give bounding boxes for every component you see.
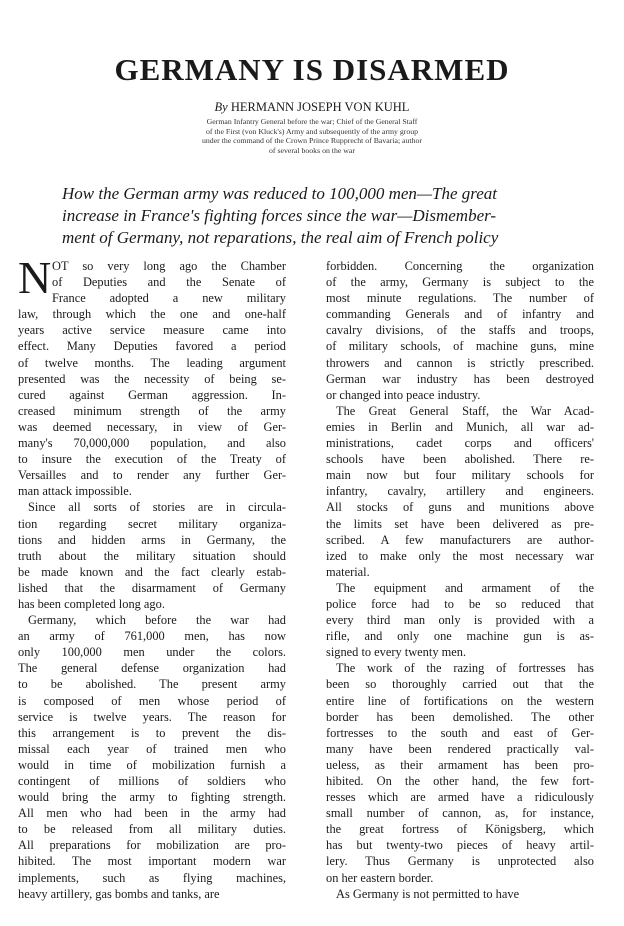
text-line: material.: [326, 564, 370, 579]
text-line: All preparations for mobilization are pro-: [18, 838, 286, 853]
text-line: creased minimum strength of the army: [18, 403, 286, 418]
text-line: on her eastern border.: [326, 870, 434, 885]
text-line: many have been rendered practically val-: [326, 741, 594, 756]
text-line: hibited. On the other hand, the few fort-: [326, 774, 594, 788]
text-line: The work of the razing of fortresses has: [336, 661, 594, 676]
text-line: missal each year of trained men who: [18, 741, 286, 756]
text-line: man attack impossible.: [18, 484, 132, 499]
text-line: to be released from all military duties.: [18, 822, 286, 837]
text-line: OT so very long ago the Chamber: [52, 259, 286, 273]
text-line: tions and hidden arms in Germany, the: [18, 532, 286, 547]
text-line: Versailles and to render any further Ger-: [18, 468, 286, 483]
subtitle-line: How the German army was reduced to 100,000 men—The great: [62, 184, 498, 203]
text-line: many's 70,000,000 population, and also: [18, 436, 286, 451]
text-line: forbidden. Concerning the organization: [326, 259, 594, 273]
text-line: rifle, and only one machine gun is as-: [326, 629, 594, 644]
text-line: The general defense organization had: [18, 661, 286, 676]
text-line: truth about the military situation should: [18, 548, 286, 563]
article-subtitle: [62, 183, 582, 249]
text-line: to be abolished. The present army: [18, 677, 286, 692]
text-line: main now but four military schools for: [326, 468, 594, 483]
text-line: heavy artillery, gas bombs and tanks, are: [18, 886, 220, 901]
text-line: The equipment and armament of the: [336, 580, 594, 595]
text-line: throwers and cannon is strictly prescribed.: [326, 355, 594, 370]
text-line: lished that the disarmament of Germany: [18, 580, 286, 595]
text-line: of the army, Germany is subject to the: [326, 275, 594, 290]
text-line: has but twenty-two pieces of heavy artil-: [326, 838, 594, 853]
bio-line: of the First (von Kluck's) Army and subsequently of the army group: [205, 126, 419, 136]
text-line: only 100,000 men under the colors.: [18, 645, 286, 660]
text-line: Since all sorts of stories are in circula-: [28, 500, 286, 515]
text-line: contingent of millions of soldiers who: [18, 774, 286, 788]
text-line: emies in Berlin and Munich, all war ad-: [326, 419, 594, 434]
text-line: signed to every twenty men.: [326, 645, 467, 660]
text-line: been so thoroughly carried out that the: [326, 677, 594, 692]
text-line: would bring the army to fighting strength.: [18, 790, 286, 805]
text-line: entire line of fortifications on the western: [326, 693, 594, 708]
text-line: All men who had been in the army had: [18, 806, 286, 821]
text-line: years active service measure came into: [18, 323, 286, 338]
text-line: tion regarding secret military organiza-: [18, 516, 286, 531]
text-line: of Deputies and the Senate of: [52, 275, 286, 290]
text-line: infantry, cavalry, artillery and engineers.: [326, 484, 594, 499]
text-line: France adopted a new military: [52, 291, 286, 306]
text-line: or changed into peace industry.: [326, 387, 481, 402]
text-line: an army of 761,000 men, has now: [18, 629, 286, 644]
text-line: All stocks of guns and munitions above: [326, 500, 594, 515]
text-line: border has been demolished. The other: [326, 709, 594, 724]
text-line: of twelve months. The leading argument: [18, 355, 286, 370]
text-line: lery. Thus Germany is unprotected also: [326, 854, 594, 869]
text-line: scribed. A few manufacturers are author-: [326, 532, 594, 547]
article-title: GERMANY IS DISARMED: [114, 52, 510, 87]
text-line: to insure the execution of the Treaty of: [18, 452, 286, 467]
bio-line: of several books on the war: [269, 145, 355, 155]
bio-line: German Infantry General before the war; Chief of the General Staff: [206, 117, 418, 126]
text-line: is composed of men whose period of: [18, 693, 286, 708]
text-line: cured against German aggression. In-: [18, 387, 286, 402]
subtitle-line: increase in France's fighting forces since the war—Dismember-: [62, 206, 497, 225]
text-line: be made known and the fact clearly estab-: [18, 564, 286, 579]
text-line: service is twelve years. The reason for: [18, 709, 286, 724]
text-line: was deemed necessary, in view of Ger-: [18, 419, 286, 434]
text-line: ueless, as their armament has been pro-: [326, 757, 594, 772]
drop-cap: N: [18, 252, 52, 303]
subtitle-line: ment of Germany, not reparations, the real aim of French policy: [62, 228, 499, 247]
text-line: hibited. The most important modern war: [18, 854, 286, 869]
left-column: [18, 252, 286, 902]
text-line: the limits set have been delivered as pre-: [326, 516, 594, 531]
text-line: every third man only is provided with a: [326, 613, 594, 628]
byline: [0, 100, 624, 115]
byline-prefix: By: [214, 100, 228, 114]
author-name: HERMANN JOSEPH VON KUHL: [230, 100, 410, 114]
text-line: effect. Many Deputies favored a period: [18, 339, 286, 354]
text-line: Germany, which before the war had: [28, 613, 286, 628]
text-line: German war industry has been destroyed: [326, 371, 594, 386]
right-column: [326, 258, 594, 902]
text-line: the great fortress of Königsberg, which: [326, 822, 594, 837]
text-line: would in time of mobilization furnish a: [18, 757, 286, 772]
text-line: resses which are armed have a ridiculously: [326, 790, 594, 805]
text-line: presented was the necessity of being se-: [18, 371, 286, 386]
text-line: of military schools, of machine guns, mine: [326, 339, 594, 354]
text-line: has been completed long ago.: [18, 596, 165, 611]
author-bio: [150, 117, 474, 155]
text-line: ministrations, cadet corps and officers': [326, 436, 594, 451]
text-line: The Great General Staff, the War Acad-: [336, 403, 594, 418]
text-line: this arrangement is to prevent the dis-: [18, 725, 286, 740]
text-line: fortresses to the south and east of Ger-: [326, 725, 594, 740]
text-line: schools have been abolished. There re-: [326, 452, 594, 467]
text-line: police force had to be so reduced that: [326, 596, 594, 611]
text-line: law, through which the one and one-half: [18, 307, 286, 322]
text-line: most minute regulations. The number of: [326, 291, 594, 306]
text-line: small number of cannon, as, for instance,: [326, 806, 594, 821]
text-line: commanding Generals and of infantry and: [326, 307, 594, 322]
text-line: implements, such as flying machines,: [18, 870, 286, 885]
text-line: As Germany is not permitted to have: [336, 886, 520, 901]
bio-line: under the command of the Crown Prince Rupprecht of Bavaria; author: [202, 136, 422, 146]
text-line: cavalry divisions, of the staffs and troops,: [326, 323, 594, 338]
text-line: ized to make only the most necessary war: [326, 548, 594, 563]
